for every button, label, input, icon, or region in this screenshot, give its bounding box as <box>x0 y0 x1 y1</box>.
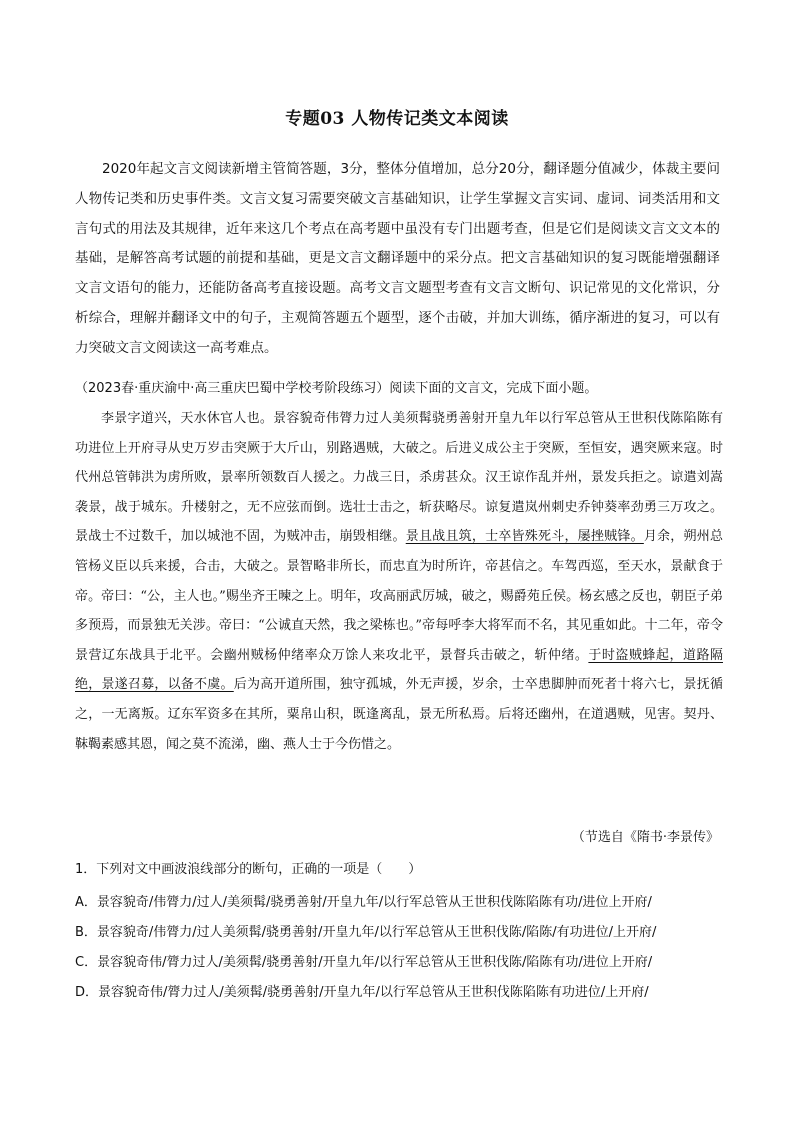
passage-text-1: 李景字道兴，天水休官人也。景容貌奇伟膂力过人美须髯骁勇善射开皇九年以行军总管从王世积伐陈陷陈有功进位上开府寻从史万岁击突厥于大斤山，别路遇贼，大破之。后进义成公主于突厥，至恒安，遇突厥来寇。时代州总管韩洪为虏所败，景率所领数百人援之。力战三日，杀虏甚众。汉王谅作乱并州，景发兵拒之。谅遣刘嵩袭景，战于城东。升楼射之，无不应弦而倒。选壮士击之，斩获略尽。谅复遣岚州刺史乔钟葵率劲勇三万攻之。景战士不过数千，加以城池不固，为贼冲击，崩毁相继。 <box>75 411 723 545</box>
intro-paragraph: 2020年起文言文阅读新增主管简答题，3分，整体分值增加，总分20分，翻译题分值减少，体裁主要问人物传记类和历史事件类。文言文复习需要突破文言基础知识，让学生掌握文言实词、虚词、词类活用和文言句式的用法及其规律，近年来这几个考点在高考题中虽没有专门出题考查，但是它们是阅读文言文文本的基础，是解答高考试题的前提和基础，更是文言文翻译题中的采分点。把文言基础知识的复习既能增强翻译文言文语句的能力，还能防备高考直接设题。高考文言文题型考查有文言文断句、识记常见的文化常识，分析综合，理解并翻译文中的句子，主观简答题五个题型，逐个击破，并加大训练，循序渐进的复习，可以有力突破文言文阅读这一高考难点。 <box>75 161 720 356</box>
answer-options <box>75 888 735 1008</box>
page-title: 专题03 人物传记类文本阅读 <box>285 109 509 129</box>
passage-text-2: 月余，朔州总管杨义臣以兵来援，合击，大破之。景智略非所长，而忠直为时所许，帝甚信之。车驾西巡，至天水，景献食于帝。帝曰：“公，主人也。”赐坐齐王暕之上。明年，攻高丽武厉城，破之，赐爵苑丘侯。杨玄感之反也，朝臣子弟多预焉，而景独无关涉。帝曰：“公诚直天然，我之梁栋也。”帝每呼李大将军而不名，其见重如此。十二年，帝令景营辽东战具于北平。会幽州贼杨仲绪率众万馀人来攻北平，景督兵击破之，斩仲绪。 <box>75 529 723 663</box>
classical-passage <box>75 404 723 759</box>
passage-text-3: 后为高开道所围，独守孤城，外无声援，岁余，士卒患脚肿而死者十将六七，景抚循之，一无离叛。辽东军资多在其所，粟帛山积，既逢离乱，景无所私焉。后将还幽州，在道遇贼，见害。契丹、靺鞨素感其恩，闻之莫不流涕，幽、燕人士于今伤惜之。 <box>75 677 723 752</box>
option-a: A．景容貌奇/伟膂力/过人/美须髯/骁勇善射/开皇九年/以行军总管从王世积伐陈陷陈有功/进位上开府/ <box>75 895 652 910</box>
underlined-sentence-1: 景且战且筑，士卒皆殊死斗，屡挫贼锋。 <box>405 529 644 545</box>
source-line: （2023春·重庆渝中·高三重庆巴蜀中学校考阶段练习）阅读下面的文言文，完成下面小题。 <box>75 381 598 396</box>
option-d: D．景容貌奇伟/膂力过人/美须髯/骁勇善射/开皇九年/以行军总管从王世积伐陈陷陈有功进位/上开府/ <box>75 985 649 1000</box>
question-1-stem: 1．下列对文中画波浪线部分的断句，正确的一项是（ ） <box>75 862 422 877</box>
passage-attribution: （节选自《隋书·李景传》 <box>571 830 719 845</box>
option-b: B．景容貌奇/伟膂力/过人美须髯/骁勇善射/开皇九年/以行军总管从王世积伐陈/陷陈/有功进位/上开府/ <box>75 925 657 940</box>
option-c: C．景容貌奇伟/膂力过人/美须髯/骁勇善射/开皇九年/以行军总管从王世积伐陈/陷陈有功/进位上开府/ <box>75 955 653 970</box>
underlined-sentence-2: 于时盗贼蜂起，道路隔绝，景遂召募，以备不虞。 <box>75 647 723 693</box>
